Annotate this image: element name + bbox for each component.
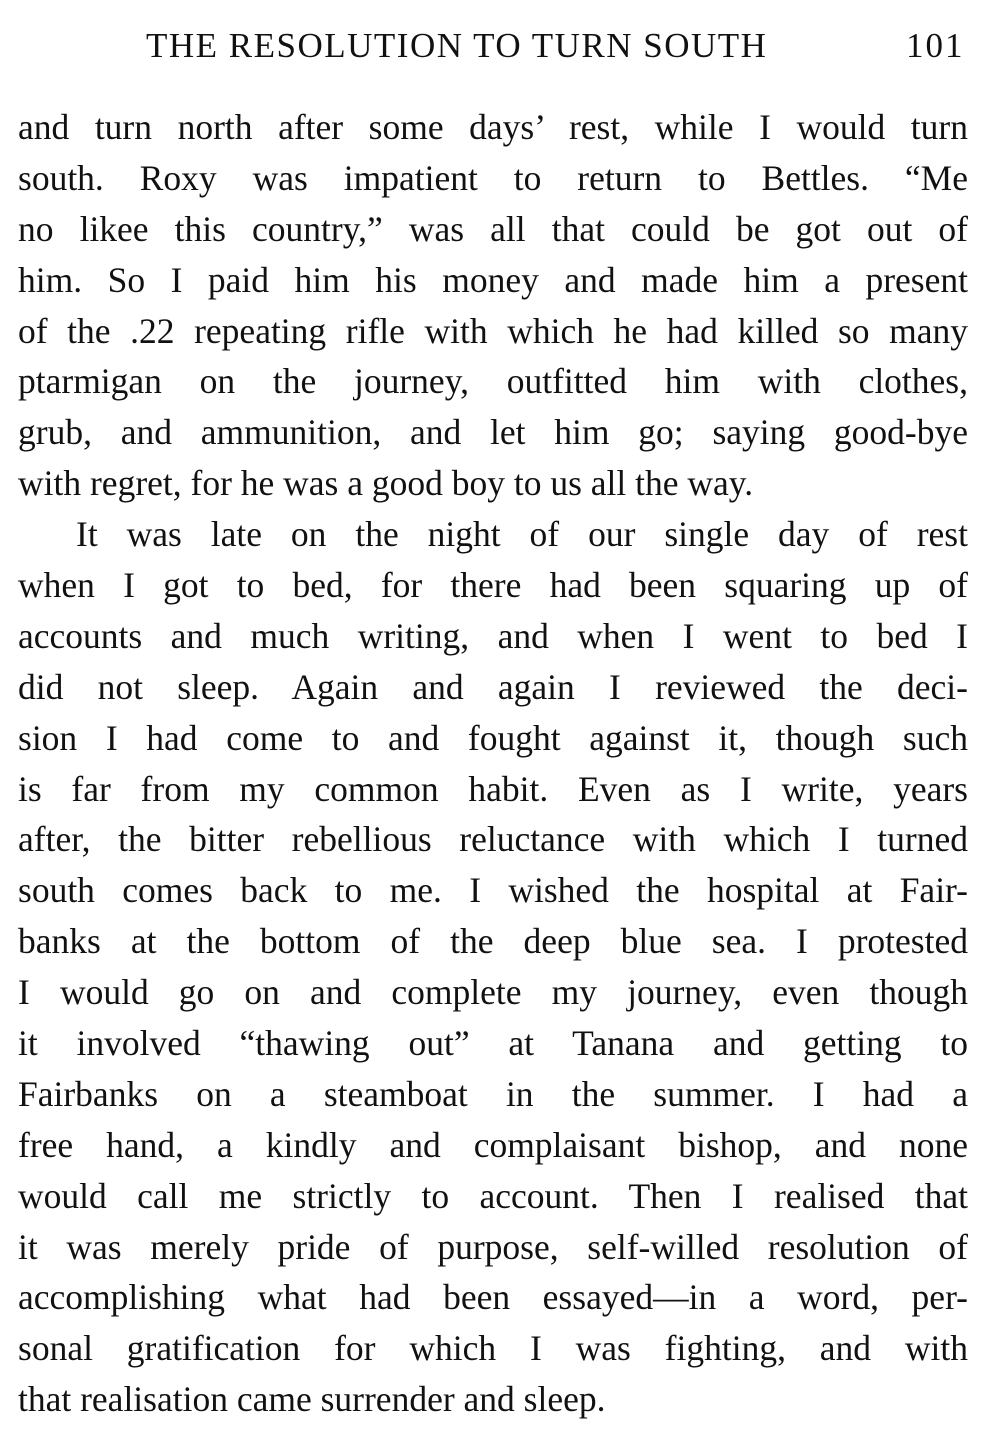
text-line: is far from my common habit. Even as I write, years	[18, 768, 968, 809]
running-title: THE RESOLUTION TO TURN SOUTH	[146, 26, 768, 65]
text-line: ptarmigan on the journey, outfitted him with clothes,	[18, 361, 968, 402]
text-line: accomplishing what had been essayed—in a word, per-	[18, 1277, 968, 1318]
text-line: banks at the bottom of the deep blue sea. I protested	[18, 921, 968, 962]
text-line: and turn north after some days’ rest, while I would turn	[18, 107, 968, 147]
text-line: after, the bitter rebellious reluctance with which I turned	[18, 819, 968, 860]
text-line: with regret, for he was a good boy to us all the way.	[18, 463, 754, 504]
text-line: when I got to bed, for there had been squaring up of	[18, 565, 968, 606]
text-line: it involved “thawing out” at Tanana and getting to	[18, 1023, 968, 1064]
text-line: free hand, a kindly and complaisant bishop, and none	[18, 1124, 968, 1165]
text-line: south comes back to me. I wished the hospital at Fair-	[18, 870, 968, 911]
text-line: did not sleep. Again and again I reviewed the deci-	[18, 666, 968, 707]
text-line: of the .22 repeating rifle with which he had killed so many	[18, 310, 968, 351]
text-line: that realisation came surrender and sleep.	[18, 1379, 606, 1420]
text-line: Fairbanks on a steamboat in the summer. I had a	[18, 1073, 968, 1114]
text-line: accounts and much writing, and when I went to bed I	[18, 615, 968, 656]
text-line: south. Roxy was impatient to return to Bettles. “Me	[18, 157, 968, 198]
text-line: him. So I paid him his money and made him a present	[18, 259, 968, 300]
paragraph-2	[18, 509, 968, 1425]
text-line: no likee this country,” was all that could be got out of	[18, 208, 968, 249]
paragraph-1	[18, 102, 968, 509]
text-line: sonal gratification for which I was fighting, and with	[18, 1328, 968, 1369]
running-head	[0, 26, 1000, 76]
text-line: sion I had come to and fought against it, though such	[18, 717, 968, 758]
text-line: grub, and ammunition, and let him go; saying good-bye	[18, 412, 968, 453]
text-line: It was late on the night of our single day of rest	[76, 514, 968, 555]
text-line: it was merely pride of purpose, self-willed resolution of	[18, 1226, 968, 1267]
text-line: I would go on and complete my journey, even though	[18, 972, 968, 1013]
page-number: 101	[906, 26, 965, 65]
body-text	[18, 102, 968, 1425]
text-line: would call me strictly to account. Then I realised that	[18, 1175, 968, 1216]
